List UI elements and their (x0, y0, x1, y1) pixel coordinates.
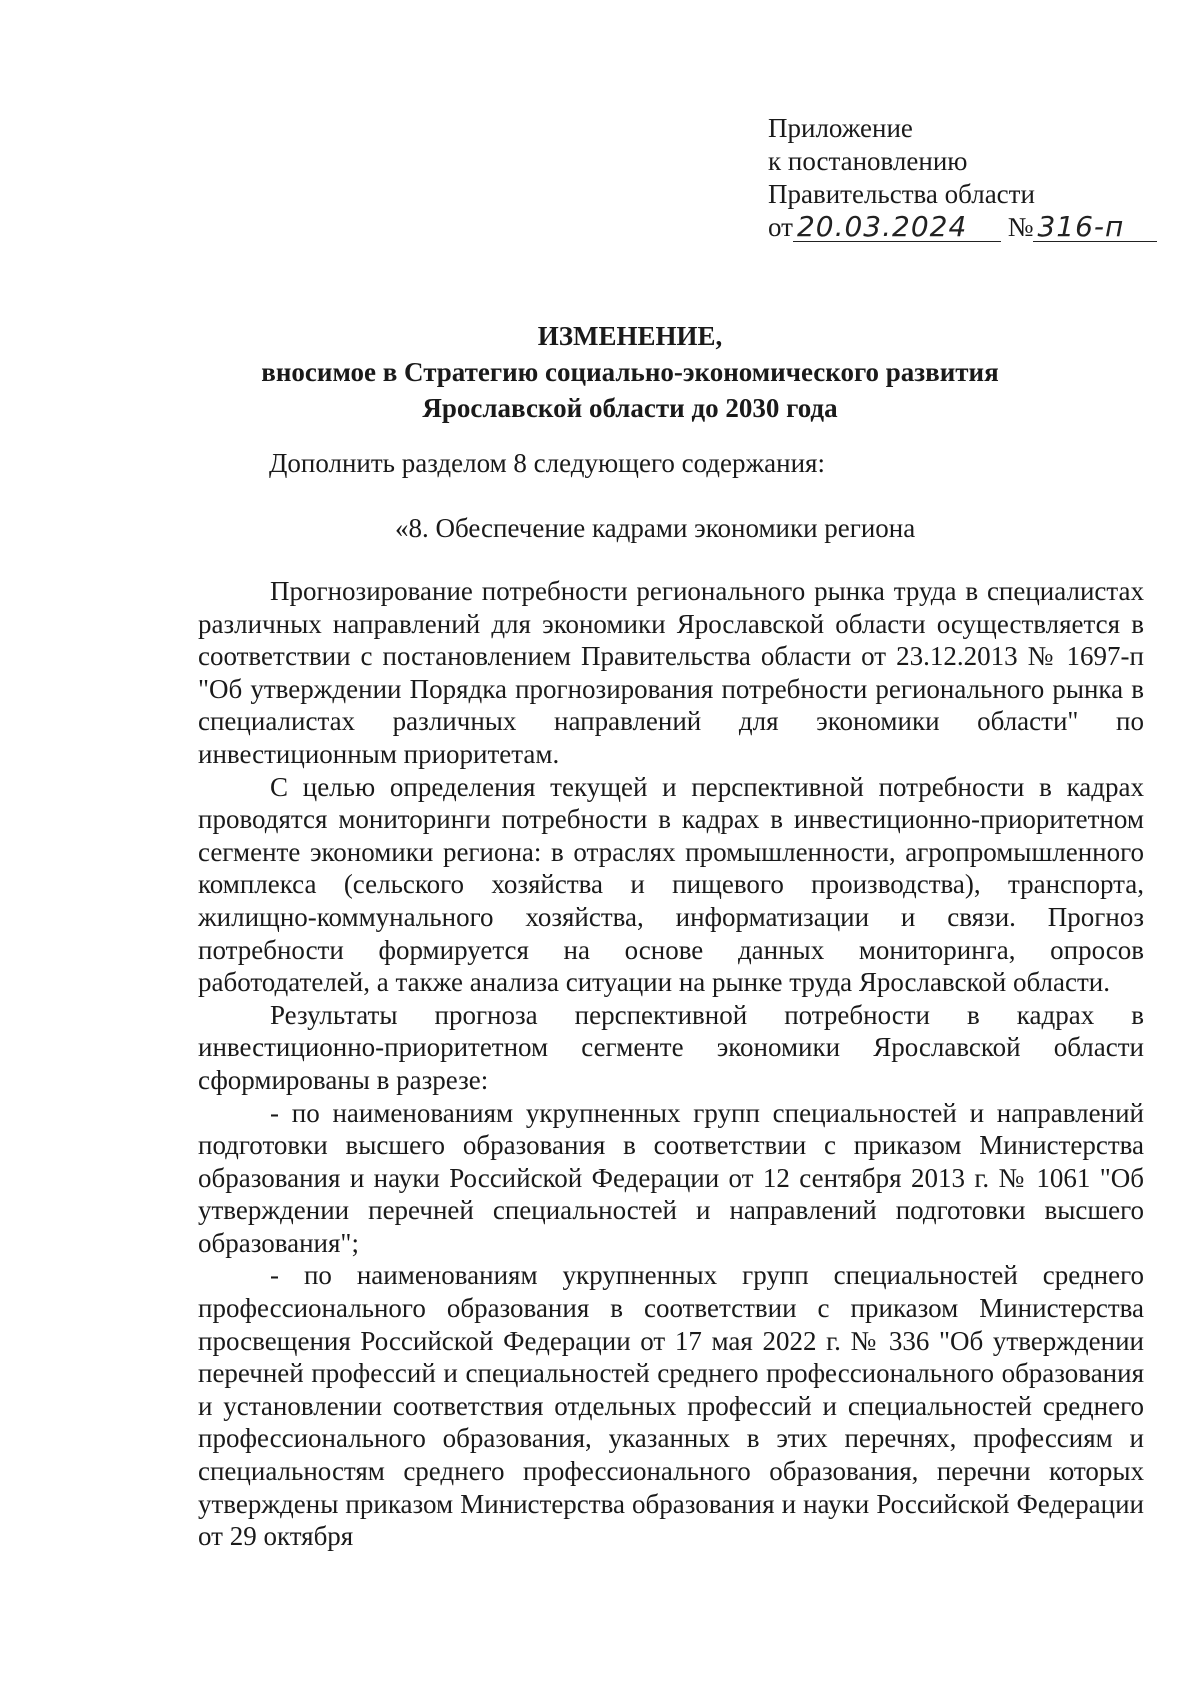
lead-sentence: Дополнить разделом 8 следующего содержания: (269, 448, 825, 478)
section-heading: «8. Обеспечение кадрами экономики региона (395, 513, 916, 543)
handwritten-number: 316-п (1033, 213, 1157, 242)
paragraph: Результаты прогноза перспективной потребности в кадрах в инвестиционно-приоритетном сегменте экономики Ярославской области сформированы в разрезе: (198, 999, 1144, 1095)
list-item: - по наименованиям укрупненных групп специальностей и направлений подготовки высшего образования в соответствии с приказом Министерства образования и науки Российской Федерации от 12 сентября 2013 г. № 1061 "Об утверждении перечней специальностей и направлений подготовки высшего образования"; (198, 1097, 1144, 1258)
paragraph: Прогнозирование потребности регионального рынка труда в специалистах различных направлений для экономики Ярославской области осуществляется в соответствии с постановлением Правительства области от 23.12.2013 № 1697-п "Об утверждении Порядка прогнозирования потребности регионального рынка в специалистах различных направлений для экономики области" по инвестиционным приоритетам. (198, 576, 1144, 769)
title-line-2: вносимое в Стратегию социально-экономического развития (261, 357, 999, 387)
appendix-block (768, 112, 1157, 244)
appendix-date-number-row (768, 211, 1157, 244)
appendix-line-2: к постановлению (768, 146, 968, 176)
list-item: - по наименованиям укрупненных групп специальностей среднего профессионального образования в соответствии с приказом Министерства просвещения Российской Федерации от 17 мая 2022 г. № 336 "Об утверждении перечней профессий и специальностей среднего профессионального образования и установлении соответствия отдельных профессий и специальностей среднего профессионального образования, указанных в этих перечнях, профессиям и специальностям среднего профессионального образования, перечни которых утверждены приказом Министерства образования и науки Российской Федерации от 29 октября (198, 1260, 1144, 1552)
paragraph: С целью определения текущей и перспективной потребности в кадрах проводятся мониторинги потребности в кадрах в инвестиционно-приоритетном сегменте экономики региона: в отраслях промышленности, агропромышленного комплекса (сельского хозяйства и пищевого производства), транспорта, жилищно-коммунального хозяйства, информатизации и связи. Прогноз потребности формируется на основе данных мониторинга, опросов работодателей, а также анализа ситуации на рынке труда Ярославской области. (198, 771, 1144, 998)
document-title (200, 318, 1060, 426)
document-body (198, 575, 1144, 1553)
number-prefix: № (1007, 212, 1034, 242)
appendix-line-1: Приложение (768, 113, 913, 143)
appendix-line-3: Правительства области (768, 179, 1035, 209)
title-line-1: ИЗМЕНЕНИЕ, (537, 321, 723, 351)
title-line-3: Ярославской области до 2030 года (422, 393, 838, 423)
handwritten-date: 20.03.2024 (793, 213, 1001, 242)
date-prefix: от (768, 212, 793, 242)
